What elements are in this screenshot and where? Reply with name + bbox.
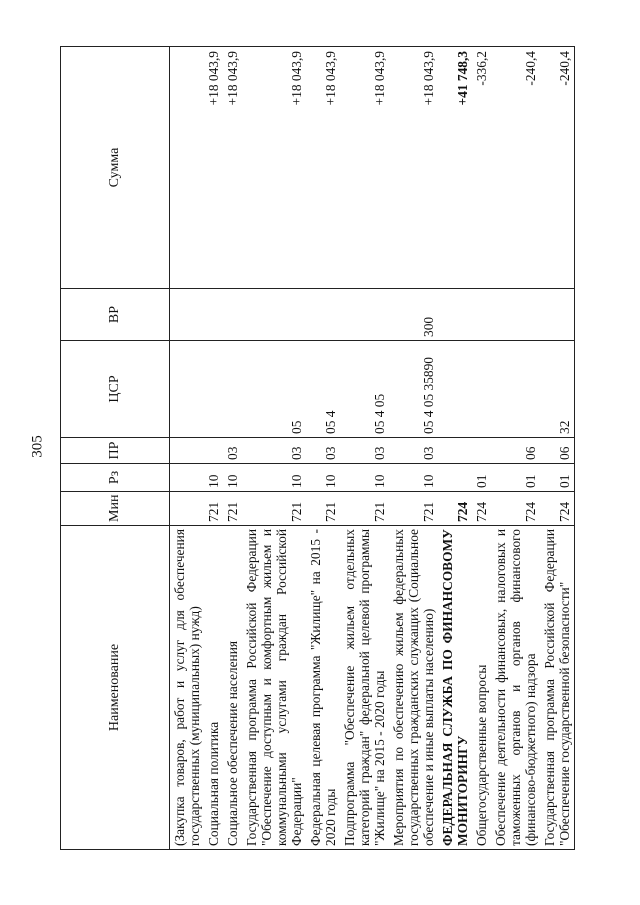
- table-row: [223, 47, 242, 850]
- cell-min: 721: [389, 492, 438, 526]
- cell-sum: -240,4: [540, 47, 575, 289]
- cell-sum: -240,4: [491, 47, 540, 289]
- rotated-page: [60, 47, 614, 850]
- cell-sum: +18 043,9: [340, 47, 389, 289]
- cell-sum: +41 748,3: [438, 47, 472, 289]
- cell-pr: 03: [223, 438, 242, 464]
- cell-sum: +18 043,9: [389, 47, 438, 289]
- cell-sum: +18 043,9: [204, 47, 223, 289]
- cell-min: 721: [223, 492, 242, 526]
- cell-rz: 10: [223, 464, 242, 492]
- cell-rz: 01: [540, 464, 575, 492]
- cell-csr: [170, 341, 205, 438]
- cell-name: Общегосударственные вопросы: [472, 526, 491, 850]
- header-csr: ЦСР: [61, 341, 170, 438]
- cell-pr: 03: [340, 438, 389, 464]
- table-row: [204, 47, 223, 850]
- cell-sum: +18 043,9: [242, 47, 306, 289]
- cell-name: Государственная программа Российской Федерации "Обеспечение государственной безопасности": [540, 526, 575, 850]
- cell-csr: 05 4 05 35890: [389, 341, 438, 438]
- cell-csr: 05 4: [306, 341, 340, 438]
- cell-name: Обеспечение деятельности финансовых, налоговых и таможенных органов и органов финансового (финансово-бюджетного) надзора: [491, 526, 540, 850]
- cell-rz: 10: [389, 464, 438, 492]
- cell-pr: 03: [306, 438, 340, 464]
- cell-min: [170, 492, 205, 526]
- table-row: [242, 47, 306, 850]
- cell-name: ФЕДЕРАЛЬНАЯ СЛУЖБА ПО ФИНАНСОВОМУ МОНИТОРИНГУ: [438, 526, 472, 850]
- cell-vr: 300: [389, 289, 438, 341]
- cell-csr: [204, 341, 223, 438]
- cell-min: 721: [204, 492, 223, 526]
- cell-min: 724: [472, 492, 491, 526]
- table-row: [340, 47, 389, 850]
- cell-vr: [242, 289, 306, 341]
- cell-vr: [204, 289, 223, 341]
- cell-min: 721: [340, 492, 389, 526]
- cell-vr: [472, 289, 491, 341]
- cell-csr: 32: [540, 341, 575, 438]
- cell-pr: 06: [491, 438, 540, 464]
- cell-rz: 10: [242, 464, 306, 492]
- header-sum: Сумма: [61, 47, 170, 289]
- table-row: [389, 47, 438, 850]
- cell-rz: 01: [472, 464, 491, 492]
- table-row: [491, 47, 540, 850]
- cell-csr: 05: [242, 341, 306, 438]
- cell-min: 721: [306, 492, 340, 526]
- cell-vr: [540, 289, 575, 341]
- header-name: Наименование: [61, 526, 170, 850]
- cell-pr: [170, 438, 205, 464]
- cell-rz: 01: [491, 464, 540, 492]
- header-min: Мин: [61, 492, 170, 526]
- cell-sum: [170, 47, 205, 289]
- cell-pr: 03: [389, 438, 438, 464]
- cell-vr: [438, 289, 472, 341]
- cell-csr: 05 4 05: [340, 341, 389, 438]
- cell-name: Социальное обеспечение населения: [223, 526, 242, 850]
- cell-min: 721: [242, 492, 306, 526]
- cell-name: (Закупка товаров, работ и услуг для обеспечения государственных (муниципальных) нужд): [170, 526, 205, 850]
- cell-name: Социальная политика: [204, 526, 223, 850]
- cell-name: Государственная программа Российской Федерации "Обеспечение доступным и комфортным жильем и коммунальными услугами граждан Российской Федерации": [242, 526, 306, 850]
- cell-vr: [170, 289, 205, 341]
- cell-rz: [438, 464, 472, 492]
- cell-csr: [438, 341, 472, 438]
- cell-pr: 03: [242, 438, 306, 464]
- cell-rz: 10: [306, 464, 340, 492]
- budget-table: [60, 46, 575, 850]
- cell-name: Федеральная целевая программа "Жилище" на 2015 - 2020 годы: [306, 526, 340, 850]
- table-row: [306, 47, 340, 850]
- table-row: [170, 47, 205, 850]
- header-vr: ВР: [61, 289, 170, 341]
- cell-csr: [472, 341, 491, 438]
- table-body: [170, 47, 575, 850]
- cell-rz: 10: [204, 464, 223, 492]
- cell-name: Мероприятия по обеспечению жильем федеральных государственных гражданских служащих (Социальное обеспечение и иные выплаты населению): [389, 526, 438, 850]
- header-pr: ПР: [61, 438, 170, 464]
- cell-rz: [170, 464, 205, 492]
- budget-table-wrapper: [60, 47, 614, 850]
- table-row: [472, 47, 491, 850]
- page-number: 305: [29, 435, 46, 458]
- cell-csr: [491, 341, 540, 438]
- cell-pr: [438, 438, 472, 464]
- cell-csr: [223, 341, 242, 438]
- cell-min: 724: [540, 492, 575, 526]
- cell-min: 724: [491, 492, 540, 526]
- cell-sum: -336,2: [472, 47, 491, 289]
- cell-sum: +18 043,9: [223, 47, 242, 289]
- table-row: [438, 47, 472, 850]
- cell-pr: [472, 438, 491, 464]
- cell-min: 724: [438, 492, 472, 526]
- cell-pr: [204, 438, 223, 464]
- cell-pr: 06: [540, 438, 575, 464]
- header-rz: Рз: [61, 464, 170, 492]
- cell-vr: [306, 289, 340, 341]
- cell-vr: [223, 289, 242, 341]
- header-row: [61, 47, 170, 850]
- cell-vr: [491, 289, 540, 341]
- cell-sum: +18 043,9: [306, 47, 340, 289]
- table-row: [540, 47, 575, 850]
- cell-vr: [340, 289, 389, 341]
- cell-name: Подпрограмма "Обеспечение жильем отдельных категорий граждан" федеральной целевой программы "Жилище" на 2015 - 2020 годы: [340, 526, 389, 850]
- cell-rz: 10: [340, 464, 389, 492]
